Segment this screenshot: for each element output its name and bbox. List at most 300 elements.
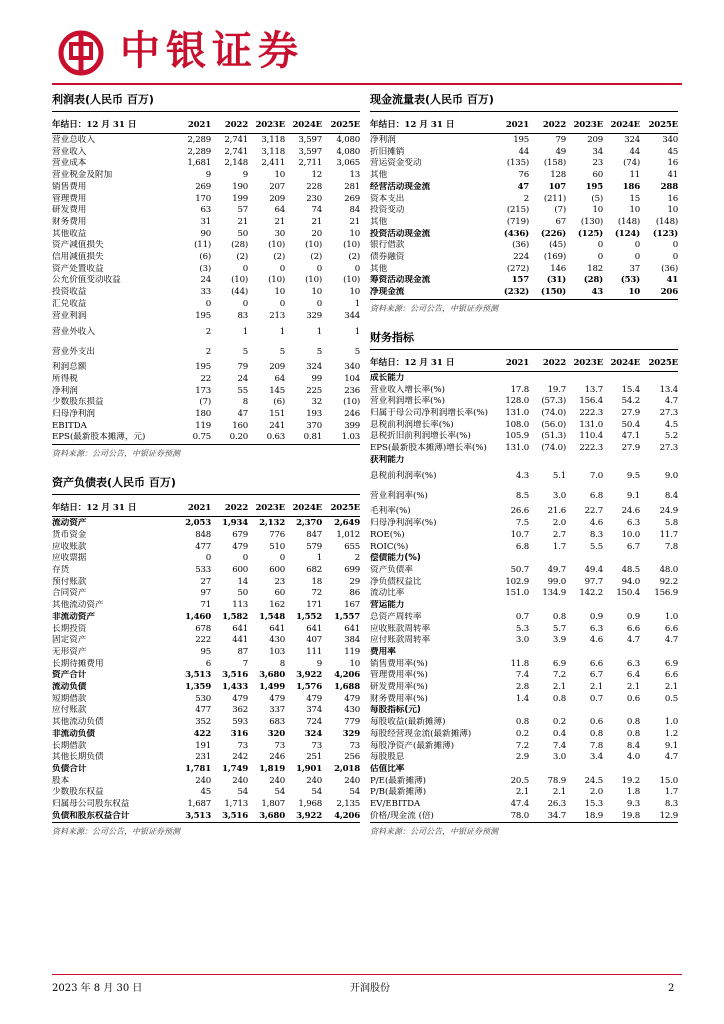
cell-value: 2 <box>354 553 360 564</box>
cell-value: (7) <box>554 205 566 216</box>
cell-value: 3,597 <box>298 146 322 157</box>
cell-value: 641 <box>232 623 248 634</box>
row-label: 股本 <box>52 775 70 786</box>
table-row <box>370 420 678 432</box>
cell-value: 207 <box>269 181 285 192</box>
row-label: 投资变动 <box>370 205 405 216</box>
cell-value: 2,053 <box>185 518 211 529</box>
cell-value: 10 <box>667 205 678 216</box>
header-year: 2022 <box>542 357 566 368</box>
row-label: 银行借款 <box>370 240 405 251</box>
row-label: 净现金流 <box>370 287 405 298</box>
cell-value: 49.7 <box>547 564 566 575</box>
cell-value: 24.9 <box>659 506 678 517</box>
cell-value: 679 <box>232 529 248 540</box>
cell-value: 34.7 <box>547 810 566 821</box>
cell-value: 209 <box>269 193 285 204</box>
cell-value: 4.5 <box>664 419 678 430</box>
cell-value: 0.81 <box>303 432 322 443</box>
cell-value: 9.1 <box>626 491 640 502</box>
table-row <box>52 299 360 311</box>
cell-value: 0 <box>279 263 285 274</box>
table-row <box>52 741 360 753</box>
cell-value: 352 <box>195 717 211 728</box>
ratios-table <box>370 356 678 824</box>
cell-value: 11.8 <box>510 658 529 669</box>
cell-value: 269 <box>195 181 211 192</box>
row-label: 营业税金及附加 <box>52 170 113 181</box>
cell-value: 73 <box>349 740 360 751</box>
cell-value: 0 <box>634 252 640 263</box>
row-label: 估值比率 <box>370 763 405 774</box>
cell-value: 1,460 <box>185 611 211 622</box>
cell-value: 324 <box>304 728 322 739</box>
cell-value: 5 <box>242 347 248 358</box>
cell-value: 57 <box>237 205 248 216</box>
table-row <box>370 624 678 636</box>
table-row <box>52 135 360 147</box>
row-label: 信用减值损失 <box>52 252 104 263</box>
cell-value: 6.8 <box>515 541 529 552</box>
cell-value: 47.1 <box>621 431 640 442</box>
table-row <box>370 787 678 799</box>
row-label: 研发费用 <box>52 205 87 216</box>
cell-value: 43 <box>591 287 603 298</box>
brand-name: 中银证券 <box>120 27 304 74</box>
table-row <box>52 311 360 323</box>
cell-value: 15.4 <box>621 384 640 395</box>
cell-value: 3,680 <box>259 810 285 821</box>
row-label: 息税折旧前利润增长率(%) <box>370 431 471 442</box>
row-label: 营业外支出 <box>52 347 95 358</box>
cell-value: 24.6 <box>621 506 640 517</box>
cell-value: 1,548 <box>259 611 285 622</box>
cell-value: 1,499 <box>259 682 285 693</box>
cell-value: (10) <box>343 240 360 251</box>
cell-value: 64 <box>274 373 285 384</box>
cell-value: 479 <box>232 541 248 552</box>
cell-value: 84 <box>349 205 360 216</box>
table-row <box>370 542 678 554</box>
cell-value: 47 <box>517 181 529 192</box>
cell-value: 195 <box>585 181 603 192</box>
cell-value: 0 <box>205 553 211 564</box>
cell-value: 6.3 <box>626 658 640 669</box>
table-row <box>52 776 360 788</box>
row-label: 应收票据 <box>52 553 87 564</box>
cell-value: 74 <box>311 205 322 216</box>
cell-value: 0 <box>316 263 322 274</box>
row-label: 非流动负债 <box>52 728 95 739</box>
cell-value: 329 <box>342 728 360 739</box>
cell-value: 0 <box>672 252 678 263</box>
cell-value: 533 <box>195 564 211 575</box>
row-label: 投资活动现金流 <box>370 228 431 239</box>
table-row <box>52 205 360 217</box>
cashflow-source-note: 资料来源：公司公告，中银证券预测 <box>370 303 498 313</box>
cell-value: 15.3 <box>584 799 603 810</box>
cell-value: (6) <box>199 252 211 263</box>
table-row <box>52 612 360 624</box>
row-label: 流动资产 <box>52 518 87 529</box>
cell-value: (2) <box>273 252 285 263</box>
income-statement-table <box>52 118 360 445</box>
cell-value: 9.5 <box>626 471 640 482</box>
cell-value: 430 <box>344 705 360 716</box>
row-label: 每股收益(最新摊薄) <box>370 717 446 728</box>
cell-value: 1 <box>242 327 248 338</box>
cell-value: 180 <box>195 409 211 420</box>
cell-value: 0 <box>279 298 285 309</box>
cell-value: (10) <box>343 397 360 408</box>
cell-value: 0 <box>242 298 248 309</box>
cell-value: 8 <box>242 397 248 408</box>
cell-value: 2.1 <box>552 682 566 693</box>
cell-value: 102.9 <box>505 576 529 587</box>
cell-value: 60 <box>592 170 603 181</box>
cell-value: (45) <box>549 240 566 251</box>
cell-value: 55 <box>237 385 248 396</box>
cell-value: 6.7 <box>626 541 640 552</box>
cell-value: 79 <box>555 135 566 145</box>
row-label: 销售费用率(%) <box>370 658 428 669</box>
cell-value: 399 <box>344 420 360 431</box>
cell-value: 2,289 <box>187 135 211 145</box>
cell-value: 324 <box>306 362 322 373</box>
row-label: 非流动资产 <box>52 611 95 622</box>
cell-value: 151.0 <box>505 588 529 599</box>
cell-value: 3,118 <box>261 135 285 145</box>
cell-value: 3.9 <box>552 635 566 646</box>
cell-value: 0 <box>634 240 640 251</box>
cell-value: 1,687 <box>187 799 211 810</box>
cell-value: (11) <box>194 240 211 251</box>
cell-value: (74.0) <box>541 407 566 418</box>
cell-value: 4,206 <box>334 810 360 821</box>
cell-value: 337 <box>269 705 285 716</box>
row-label: 流动比率 <box>370 588 405 599</box>
cell-value: 2 <box>205 327 211 338</box>
cell-value: 54 <box>237 787 248 798</box>
row-label: 资产合计 <box>52 670 87 681</box>
table-row <box>370 565 678 577</box>
cell-value: 21.6 <box>547 506 566 517</box>
cell-value: 79 <box>237 362 248 373</box>
cell-value: 186 <box>622 181 640 192</box>
cell-value: 224 <box>513 252 529 263</box>
cell-value: 145 <box>269 385 285 396</box>
cell-value: 37 <box>629 263 640 274</box>
cell-value: 0 <box>205 298 211 309</box>
cell-value: 160 <box>232 420 248 431</box>
cell-value: 5.7 <box>552 623 566 634</box>
table-row <box>52 275 360 287</box>
cell-value: 1,819 <box>259 763 285 774</box>
cell-value: (10) <box>268 275 285 286</box>
cell-value: 479 <box>306 693 322 704</box>
row-label: 偿债能力(%) <box>370 553 421 564</box>
cell-value: 50 <box>237 228 248 239</box>
table-row <box>52 229 360 241</box>
table-row <box>52 694 360 706</box>
cell-value: 230 <box>306 193 322 204</box>
cell-value: 8.5 <box>515 491 529 502</box>
row-label: 其他流动负债 <box>52 717 104 728</box>
cell-value: 73 <box>237 740 248 751</box>
row-label: 负债合计 <box>52 763 87 774</box>
table-row <box>370 635 678 647</box>
cell-value: 110.4 <box>579 431 603 442</box>
cell-value: 104 <box>344 373 360 384</box>
cell-value: (124) <box>614 228 640 239</box>
cell-value: 107 <box>548 181 566 192</box>
cell-value: 1.0 <box>664 611 678 622</box>
cell-value: 0 <box>597 240 603 251</box>
left-column <box>52 92 360 839</box>
cell-value: 0.6 <box>589 717 603 728</box>
cell-value: 4.6 <box>589 518 603 529</box>
right-column <box>370 92 678 839</box>
cell-value: 10 <box>628 287 640 298</box>
cell-value: 3.4 <box>589 752 603 763</box>
cell-value: 162 <box>269 600 285 611</box>
income-statement-title: 利润表(人民币 百万) <box>52 92 360 112</box>
cell-value: 1,012 <box>336 529 360 540</box>
cashflow-title: 现金流量表(人民币 百万) <box>370 92 678 112</box>
cell-value: 477 <box>195 705 211 716</box>
cell-value: 1 <box>279 327 285 338</box>
cell-value: 2,411 <box>261 158 285 169</box>
cell-value: 10 <box>274 287 285 298</box>
cell-value: 344 <box>344 310 360 321</box>
cell-value: 3,513 <box>185 670 211 681</box>
cell-value: 316 <box>230 728 248 739</box>
cell-value: 407 <box>306 635 322 646</box>
cell-value: 1 <box>316 553 322 564</box>
cell-value: (169) <box>543 252 566 263</box>
cell-value: 7.4 <box>515 670 529 681</box>
cell-value: 131.0 <box>579 419 603 430</box>
cell-value: 228 <box>306 181 322 192</box>
cell-value: 0.8 <box>626 717 640 728</box>
cell-value: 8.4 <box>664 491 678 502</box>
cell-value: 209 <box>587 135 603 145</box>
cell-value: 157 <box>511 275 529 286</box>
cell-value: 182 <box>587 263 603 274</box>
table-row <box>52 362 360 374</box>
row-label: 应付账款周转率 <box>370 635 431 646</box>
cell-value: 173 <box>195 385 211 396</box>
ratios-source-note: 资料来源：公司公告，中银证券预测 <box>370 827 498 837</box>
cell-value: 60 <box>274 588 285 599</box>
cell-value: 195 <box>195 310 211 321</box>
cell-value: 374 <box>306 705 322 716</box>
row-label: 少数股东损益 <box>52 397 104 408</box>
cell-value: (44) <box>231 287 248 298</box>
cell-value: 5.2 <box>664 431 678 442</box>
row-label: 固定资产 <box>52 635 87 646</box>
cell-value: 1,433 <box>222 682 248 693</box>
table-row <box>52 530 360 542</box>
cell-value: 95 <box>200 646 211 657</box>
table-row <box>370 287 678 300</box>
cell-value: (158) <box>543 158 566 169</box>
cell-value: 2,741 <box>224 135 248 145</box>
income-source-note: 资料来源：公司公告，中银证券预测 <box>52 449 180 459</box>
cell-value: 2,148 <box>224 158 248 169</box>
cell-value: 0.8 <box>515 717 529 728</box>
cell-value: 7.4 <box>552 740 566 751</box>
cell-value: 0.4 <box>552 728 566 739</box>
header-label: 年结日：12 月 31 日 <box>370 357 455 368</box>
cell-value: 724 <box>306 717 322 728</box>
cell-value: 1.0 <box>664 717 678 728</box>
cell-value: 479 <box>232 693 248 704</box>
cell-value: (57.3) <box>541 396 566 407</box>
cell-value: 2,018 <box>334 763 360 774</box>
row-label: 资产处置收益 <box>52 263 104 274</box>
cell-value: 340 <box>662 135 678 145</box>
row-label: EPS(最新股本摊薄)增长率(%) <box>370 443 487 454</box>
cell-value: 54.2 <box>621 396 640 407</box>
cell-value: 146 <box>550 263 566 274</box>
cell-value: 384 <box>344 635 360 646</box>
cell-value: 22 <box>200 373 211 384</box>
cell-value: 6.3 <box>626 518 640 529</box>
cell-value: 11.7 <box>659 529 678 540</box>
cell-value: 7 <box>242 658 248 669</box>
cell-value: (28) <box>583 275 603 286</box>
row-label: 净利润 <box>52 385 78 396</box>
cell-value: 150.4 <box>616 588 640 599</box>
row-label: 营业成本 <box>52 158 87 169</box>
header-year: 2024E <box>610 357 640 368</box>
row-label: 其他流动资产 <box>52 600 104 611</box>
cell-value: 15.0 <box>659 775 678 786</box>
cell-value: (5) <box>591 193 603 204</box>
cell-value: 73 <box>311 740 322 751</box>
cell-value: 5 <box>354 347 360 358</box>
cell-value: 8.3 <box>664 799 678 810</box>
cell-value: 8.4 <box>626 740 640 751</box>
cell-value: 151 <box>269 409 285 420</box>
row-label: 管理费用 <box>52 193 87 204</box>
cell-value: 2 <box>205 347 211 358</box>
cell-value: 0.2 <box>515 728 529 739</box>
cell-value: 1,807 <box>261 799 285 810</box>
cell-value: 33 <box>200 287 211 298</box>
table-row <box>52 729 360 741</box>
cell-value: 324 <box>624 135 640 145</box>
row-label: 存货 <box>52 564 70 575</box>
row-label: 应收账款周转率 <box>370 623 431 634</box>
balance-sheet-title: 资产负债表(人民币 百万) <box>52 475 360 495</box>
row-label: 营业利润增长率(%) <box>370 396 446 407</box>
cell-value: 50 <box>237 588 248 599</box>
table-row <box>52 577 360 589</box>
row-label: 经营活动现金流 <box>370 181 431 192</box>
header-year: 2021 <box>187 503 211 514</box>
table-row <box>370 670 678 682</box>
header-year: 2022 <box>542 120 566 130</box>
cell-value: (36) <box>512 240 529 251</box>
cell-value: 641 <box>269 623 285 634</box>
cell-value: (7) <box>199 397 211 408</box>
cell-value: 7.2 <box>552 670 566 681</box>
cell-value: 12 <box>311 170 322 181</box>
cell-value: 128.0 <box>505 396 529 407</box>
cell-value: 3,597 <box>298 135 322 145</box>
cell-value: 3,516 <box>222 670 248 681</box>
header-year: 2022 <box>224 503 248 514</box>
cell-value: 8 <box>279 658 285 669</box>
cell-value: 2,289 <box>187 146 211 157</box>
cell-value: 1 <box>316 327 322 338</box>
table-row <box>370 170 678 182</box>
cell-value: 776 <box>269 529 285 540</box>
cell-value: 9.1 <box>664 740 678 751</box>
table-header-row <box>370 356 678 372</box>
table-row <box>370 752 678 764</box>
cell-value: 479 <box>344 693 360 704</box>
cell-value: 0.8 <box>589 728 603 739</box>
table-row <box>52 409 360 421</box>
cell-value: 48.0 <box>659 564 678 575</box>
cell-value: (74) <box>623 158 640 169</box>
cell-value: 67 <box>555 216 566 227</box>
table-row <box>370 530 678 542</box>
cell-value: 0.9 <box>589 611 603 622</box>
cell-value: 6.7 <box>589 670 603 681</box>
table-row <box>370 811 678 824</box>
cell-value: (51.3) <box>541 431 566 442</box>
row-label: 营业外收入 <box>52 327 95 338</box>
cell-value: 2 <box>523 193 529 204</box>
table-row <box>370 217 678 229</box>
cell-value: (36) <box>661 263 678 274</box>
table-header-row <box>52 501 360 517</box>
cell-value: 240 <box>306 775 322 786</box>
cell-value: 1,582 <box>222 611 248 622</box>
table-row <box>52 287 360 299</box>
cell-value: 320 <box>267 728 285 739</box>
cell-value: 128 <box>550 170 566 181</box>
cell-value: 370 <box>306 420 322 431</box>
row-label: 每股指标(元) <box>370 705 421 716</box>
row-label: 长期待摊费用 <box>52 658 104 669</box>
cell-value: 3,516 <box>222 810 248 821</box>
row-label: 营业收入 <box>52 146 87 157</box>
table-row <box>52 264 360 276</box>
cell-value: 21 <box>237 216 248 227</box>
section-subheading <box>370 764 678 776</box>
cell-value: 362 <box>232 705 248 716</box>
row-label: 总资产周转率 <box>370 611 422 622</box>
table-header-row <box>52 118 360 134</box>
row-label: 其他收益 <box>52 228 87 239</box>
cell-value: 6.3 <box>589 623 603 634</box>
cell-value: 18 <box>311 576 322 587</box>
cell-value: (148) <box>617 216 640 227</box>
table-row <box>52 158 360 170</box>
table-row <box>370 158 678 170</box>
cell-value: 1,749 <box>222 763 248 774</box>
cell-value: 24 <box>200 275 211 286</box>
cell-value: 92.2 <box>659 576 678 587</box>
cell-value: 19.7 <box>547 384 566 395</box>
cell-value: 83 <box>237 310 248 321</box>
row-label: 筹资活动现金流 <box>370 275 431 286</box>
